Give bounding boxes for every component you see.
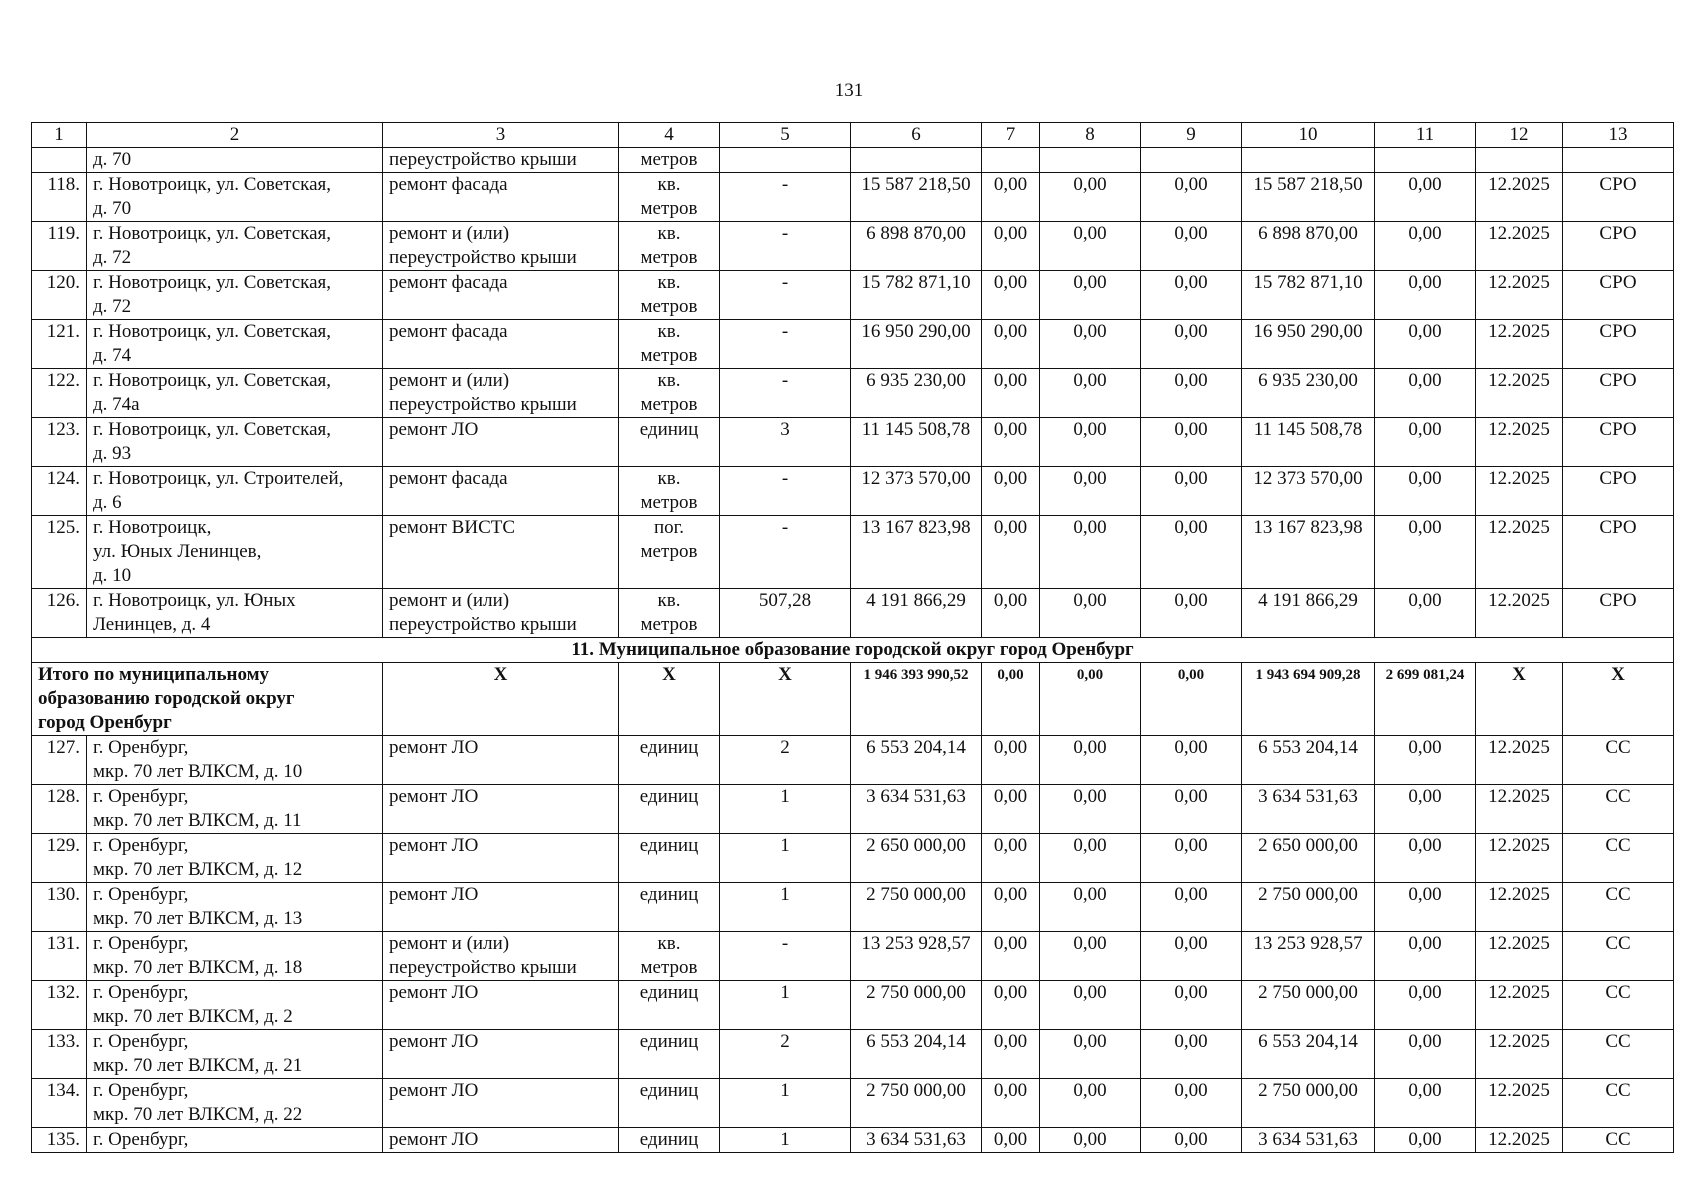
method-cell: СС xyxy=(1563,1079,1674,1128)
cost-cell: 0,00 xyxy=(982,173,1040,222)
cost-cell: 0,00 xyxy=(982,1128,1040,1153)
total-cell: X xyxy=(619,663,720,736)
deadline-cell: 12.2025 xyxy=(1476,222,1563,271)
method-cell: СС xyxy=(1563,981,1674,1030)
quantity-cell: - xyxy=(720,516,851,589)
row-number: 133. xyxy=(32,1030,87,1079)
cost-cell: 0,00 xyxy=(1375,1079,1476,1128)
table-row xyxy=(32,1128,1674,1153)
cost-cell: 0,00 xyxy=(1375,834,1476,883)
cost-cell: 0,00 xyxy=(982,516,1040,589)
work-cell: ремонт ЛО xyxy=(383,1030,619,1079)
quantity-cell: 1 xyxy=(720,1128,851,1153)
cost-cell: 0,00 xyxy=(1141,320,1242,369)
table-row xyxy=(32,883,1674,932)
unit-cell: единиц xyxy=(619,1030,720,1079)
cost-cell: 0,00 xyxy=(1040,981,1141,1030)
total-row xyxy=(32,663,1674,736)
cost-cell: 0,00 xyxy=(1141,418,1242,467)
cost-cell: 0,00 xyxy=(982,369,1040,418)
quantity-cell: - xyxy=(720,467,851,516)
cost-total-cell: 2 750 000,00 xyxy=(851,1079,982,1128)
address-cell: г. Новотроицк, ул. Юных Ленинцев, д. 10 xyxy=(87,516,383,589)
cost-cell: 0,00 xyxy=(1040,1079,1141,1128)
column-header: 1 xyxy=(32,123,87,148)
cost-total-cell: 11 145 508,78 xyxy=(851,418,982,467)
quantity-cell: - xyxy=(720,369,851,418)
unit-cell: единиц xyxy=(619,785,720,834)
deadline-cell: 12.2025 xyxy=(1476,932,1563,981)
cost-cell: 0,00 xyxy=(1375,320,1476,369)
row-number: 135. xyxy=(32,1128,87,1153)
method-cell: СС xyxy=(1563,736,1674,785)
address-cell: д. 70 xyxy=(87,148,383,173)
cost-cell: 0,00 xyxy=(1040,834,1141,883)
unit-cell: кв. метров xyxy=(619,589,720,638)
row-number: 120. xyxy=(32,271,87,320)
deadline-cell: 12.2025 xyxy=(1476,320,1563,369)
address-cell: г. Новотроицк, ул. Советская, д. 72 xyxy=(87,222,383,271)
unit-cell: единиц xyxy=(619,1079,720,1128)
quantity-cell: 507,28 xyxy=(720,589,851,638)
capital-repair-table xyxy=(31,122,1674,1153)
address-cell: г. Оренбург, мкр. 70 лет ВЛКСМ, д. 10 xyxy=(87,736,383,785)
method-cell: СРО xyxy=(1563,173,1674,222)
row-number: 134. xyxy=(32,1079,87,1128)
cost-cell: 0,00 xyxy=(1375,883,1476,932)
work-cell: ремонт ЛО xyxy=(383,785,619,834)
cost-cell: 0,00 xyxy=(1040,589,1141,638)
cost-cell: 0,00 xyxy=(1040,320,1141,369)
method-cell: СРО xyxy=(1563,516,1674,589)
address-cell: г. Оренбург, xyxy=(87,1128,383,1153)
quantity-cell: - xyxy=(720,271,851,320)
cost-cell: 0,00 xyxy=(1141,222,1242,271)
fund-cost-cell: 6 898 870,00 xyxy=(1242,222,1375,271)
work-cell: ремонт ВИСТС xyxy=(383,516,619,589)
quantity-cell: 2 xyxy=(720,736,851,785)
cost-cell: 0,00 xyxy=(1375,467,1476,516)
table-row xyxy=(32,320,1674,369)
quantity-cell: - xyxy=(720,320,851,369)
cost-total-cell: 2 650 000,00 xyxy=(851,834,982,883)
cost-cell: 0,00 xyxy=(1141,1128,1242,1153)
fund-cost-cell: 6 935 230,00 xyxy=(1242,369,1375,418)
cost-cell: 0,00 xyxy=(1141,173,1242,222)
address-cell: г. Новотроицк, ул. Советская, д. 70 xyxy=(87,173,383,222)
cost-cell: 0,00 xyxy=(982,467,1040,516)
cost-cell: 0,00 xyxy=(982,1079,1040,1128)
quantity-cell: - xyxy=(720,222,851,271)
cost-cell: 0,00 xyxy=(982,589,1040,638)
fund-cost-cell: 2 750 000,00 xyxy=(1242,1079,1375,1128)
method-cell: СРО xyxy=(1563,271,1674,320)
cost-cell: 0,00 xyxy=(1141,467,1242,516)
cost-total-cell: 2 750 000,00 xyxy=(851,883,982,932)
method-cell: СС xyxy=(1563,785,1674,834)
cost-total-cell: 6 553 204,14 xyxy=(851,1030,982,1079)
deadline-cell: 12.2025 xyxy=(1476,1128,1563,1153)
total-cell: X xyxy=(1476,663,1563,736)
cost-total-cell: 15 587 218,50 xyxy=(851,173,982,222)
cost-cell: 0,00 xyxy=(982,1030,1040,1079)
cost-cell: 0,00 xyxy=(1141,883,1242,932)
row-number: 122. xyxy=(32,369,87,418)
cost-cell: 0,00 xyxy=(1141,1079,1242,1128)
cost-cell: 0,00 xyxy=(1040,736,1141,785)
column-header: 5 xyxy=(720,123,851,148)
method-cell: СС xyxy=(1563,883,1674,932)
fund-cost-cell: 4 191 866,29 xyxy=(1242,589,1375,638)
cost-cell: 0,00 xyxy=(982,271,1040,320)
cost-total-cell: 6 553 204,14 xyxy=(851,736,982,785)
deadline-cell: 12.2025 xyxy=(1476,883,1563,932)
table-row xyxy=(32,467,1674,516)
work-cell: ремонт ЛО xyxy=(383,981,619,1030)
work-cell: ремонт ЛО xyxy=(383,1079,619,1128)
cost-cell: 0,00 xyxy=(1141,589,1242,638)
address-cell: г. Новотроицк, ул. Советская, д. 74 xyxy=(87,320,383,369)
row-number: 127. xyxy=(32,736,87,785)
address-cell: г. Оренбург, мкр. 70 лет ВЛКСМ, д. 21 xyxy=(87,1030,383,1079)
cost-cell: 0,00 xyxy=(1375,1128,1476,1153)
table-row xyxy=(32,418,1674,467)
cost-cell: 0,00 xyxy=(982,981,1040,1030)
fund-cost-cell: 6 553 204,14 xyxy=(1242,736,1375,785)
cost-cell: 0,00 xyxy=(1375,271,1476,320)
table-row xyxy=(32,1030,1674,1079)
column-header: 3 xyxy=(383,123,619,148)
cost-cell: 0,00 xyxy=(1375,173,1476,222)
table-row xyxy=(32,785,1674,834)
total-cell: X xyxy=(383,663,619,736)
table-row xyxy=(32,271,1674,320)
unit-cell: единиц xyxy=(619,834,720,883)
row-number: 119. xyxy=(32,222,87,271)
column-header: 4 xyxy=(619,123,720,148)
total-cell: X xyxy=(1563,663,1674,736)
cost-cell: 0,00 xyxy=(1141,369,1242,418)
address-cell: г. Новотроицк, ул. Советская, д. 72 xyxy=(87,271,383,320)
row-number: 126. xyxy=(32,589,87,638)
column-header: 13 xyxy=(1563,123,1674,148)
table-row xyxy=(32,222,1674,271)
cost-cell: 0,00 xyxy=(982,785,1040,834)
cost-cell: 0,00 xyxy=(982,883,1040,932)
table-row xyxy=(32,369,1674,418)
cost-cell: 0,00 xyxy=(1375,516,1476,589)
method-cell: СРО xyxy=(1563,418,1674,467)
cost-cell: 0,00 xyxy=(1141,1030,1242,1079)
unit-cell: кв. метров xyxy=(619,467,720,516)
method-cell: СС xyxy=(1563,1128,1674,1153)
cost-cell: 0,00 xyxy=(1040,932,1141,981)
fund-cost-cell: 2 650 000,00 xyxy=(1242,834,1375,883)
fund-cost-cell: 6 553 204,14 xyxy=(1242,1030,1375,1079)
cost-cell: 0,00 xyxy=(1040,1030,1141,1079)
column-header: 10 xyxy=(1242,123,1375,148)
cost-total-cell: 2 750 000,00 xyxy=(851,981,982,1030)
fund-cost-cell: 3 634 531,63 xyxy=(1242,1128,1375,1153)
column-header: 6 xyxy=(851,123,982,148)
method-cell: СРО xyxy=(1563,467,1674,516)
work-cell: ремонт ЛО xyxy=(383,418,619,467)
work-cell: ремонт фасада xyxy=(383,173,619,222)
address-cell: г. Новотроицк, ул. Юных Ленинцев, д. 4 xyxy=(87,589,383,638)
address-cell: г. Оренбург, мкр. 70 лет ВЛКСМ, д. 22 xyxy=(87,1079,383,1128)
cost-total-cell: 15 782 871,10 xyxy=(851,271,982,320)
column-header: 9 xyxy=(1141,123,1242,148)
work-cell: ремонт и (или) переустройство крыши xyxy=(383,589,619,638)
fund-cost-cell: 13 253 928,57 xyxy=(1242,932,1375,981)
cost-cell: 0,00 xyxy=(1375,932,1476,981)
deadline-cell: 12.2025 xyxy=(1476,1030,1563,1079)
cost-cell: 0,00 xyxy=(1375,418,1476,467)
fund-cost-cell: 15 782 871,10 xyxy=(1242,271,1375,320)
work-cell: ремонт фасада xyxy=(383,320,619,369)
total-cell: 0,00 xyxy=(1141,663,1242,736)
cost-cell: 0,00 xyxy=(1040,173,1141,222)
cost-cell: 0,00 xyxy=(1141,981,1242,1030)
cost-cell: 0,00 xyxy=(1040,467,1141,516)
cost-cell: 0,00 xyxy=(1040,271,1141,320)
address-cell: г. Оренбург, мкр. 70 лет ВЛКСМ, д. 13 xyxy=(87,883,383,932)
method-cell: СС xyxy=(1563,1030,1674,1079)
cost-total-cell: 4 191 866,29 xyxy=(851,589,982,638)
deadline-cell: 12.2025 xyxy=(1476,173,1563,222)
continuation-row xyxy=(32,148,1674,173)
cost-cell: 0,00 xyxy=(1040,369,1141,418)
cost-total-cell: 13 167 823,98 xyxy=(851,516,982,589)
column-header: 11 xyxy=(1375,123,1476,148)
unit-cell: единиц xyxy=(619,736,720,785)
total-cell: 1 946 393 990,52 xyxy=(851,663,982,736)
method-cell: СРО xyxy=(1563,589,1674,638)
row-number: 123. xyxy=(32,418,87,467)
work-cell: ремонт и (или) переустройство крыши xyxy=(383,932,619,981)
deadline-cell: 12.2025 xyxy=(1476,418,1563,467)
cost-cell: 0,00 xyxy=(1040,222,1141,271)
cost-cell: 0,00 xyxy=(982,932,1040,981)
cost-cell: 0,00 xyxy=(982,736,1040,785)
fund-cost-cell: 16 950 290,00 xyxy=(1242,320,1375,369)
work-cell: ремонт фасада xyxy=(383,271,619,320)
cost-cell: 0,00 xyxy=(1375,1030,1476,1079)
row-number: 121. xyxy=(32,320,87,369)
row-number: 118. xyxy=(32,173,87,222)
work-cell: ремонт ЛО xyxy=(383,883,619,932)
fund-cost-cell: 2 750 000,00 xyxy=(1242,981,1375,1030)
quantity-cell: 3 xyxy=(720,418,851,467)
address-cell: г. Оренбург, мкр. 70 лет ВЛКСМ, д. 18 xyxy=(87,932,383,981)
unit-cell: кв. метров xyxy=(619,222,720,271)
cost-cell: 0,00 xyxy=(1375,981,1476,1030)
deadline-cell: 12.2025 xyxy=(1476,589,1563,638)
unit-cell: пог. метров xyxy=(619,516,720,589)
table-row xyxy=(32,981,1674,1030)
cost-cell: 0,00 xyxy=(982,834,1040,883)
cost-cell: 0,00 xyxy=(1141,834,1242,883)
table-row xyxy=(32,834,1674,883)
unit-cell: единиц xyxy=(619,1128,720,1153)
work-cell: ремонт ЛО xyxy=(383,1128,619,1153)
fund-cost-cell: 15 587 218,50 xyxy=(1242,173,1375,222)
quantity-cell: 1 xyxy=(720,981,851,1030)
method-cell: СРО xyxy=(1563,369,1674,418)
deadline-cell: 12.2025 xyxy=(1476,516,1563,589)
cost-cell: 0,00 xyxy=(1141,271,1242,320)
unit-cell: кв. метров xyxy=(619,320,720,369)
total-cell: 1 943 694 909,28 xyxy=(1242,663,1375,736)
unit-cell: единиц xyxy=(619,981,720,1030)
unit-cell: единиц xyxy=(619,883,720,932)
fund-cost-cell: 3 634 531,63 xyxy=(1242,785,1375,834)
cost-total-cell: 6 935 230,00 xyxy=(851,369,982,418)
cost-cell: 0,00 xyxy=(1375,222,1476,271)
total-label: Итого по муниципальному образованию городской округ город Оренбург xyxy=(32,663,383,736)
cost-cell: 0,00 xyxy=(982,222,1040,271)
address-cell: г. Новотроицк, ул. Строителей, д. 6 xyxy=(87,467,383,516)
cost-total-cell: 3 634 531,63 xyxy=(851,785,982,834)
section-row xyxy=(32,638,1674,663)
quantity-cell: 2 xyxy=(720,1030,851,1079)
work-cell: ремонт и (или) переустройство крыши xyxy=(383,369,619,418)
cost-cell: 0,00 xyxy=(1375,785,1476,834)
cost-total-cell: 6 898 870,00 xyxy=(851,222,982,271)
address-cell: г. Оренбург, мкр. 70 лет ВЛКСМ, д. 2 xyxy=(87,981,383,1030)
cost-total-cell: 16 950 290,00 xyxy=(851,320,982,369)
quantity-cell: 1 xyxy=(720,834,851,883)
cost-cell: 0,00 xyxy=(1375,736,1476,785)
table-row xyxy=(32,516,1674,589)
cost-total-cell: 3 634 531,63 xyxy=(851,1128,982,1153)
page-number: 131 xyxy=(834,80,864,101)
quantity-cell: - xyxy=(720,932,851,981)
table-row xyxy=(32,932,1674,981)
cost-cell: 0,00 xyxy=(1141,516,1242,589)
row-number: 129. xyxy=(32,834,87,883)
fund-cost-cell: 11 145 508,78 xyxy=(1242,418,1375,467)
unit-cell: кв. метров xyxy=(619,271,720,320)
quantity-cell: 1 xyxy=(720,1079,851,1128)
section-title: 11. Муниципальное образование городской округ город Оренбург xyxy=(32,638,1674,663)
quantity-cell: - xyxy=(720,173,851,222)
cost-cell: 0,00 xyxy=(1040,1128,1141,1153)
column-header: 12 xyxy=(1476,123,1563,148)
row-number: 132. xyxy=(32,981,87,1030)
cost-cell: 0,00 xyxy=(1040,883,1141,932)
method-cell: СРО xyxy=(1563,320,1674,369)
total-cell: 0,00 xyxy=(982,663,1040,736)
method-cell: СРО xyxy=(1563,222,1674,271)
work-cell: ремонт ЛО xyxy=(383,834,619,883)
cost-cell: 0,00 xyxy=(1375,589,1476,638)
unit-cell: кв. метров xyxy=(619,369,720,418)
work-cell: ремонт и (или) переустройство крыши xyxy=(383,222,619,271)
row-number: 124. xyxy=(32,467,87,516)
address-cell: г. Новотроицк, ул. Советская, д. 93 xyxy=(87,418,383,467)
column-header: 8 xyxy=(1040,123,1141,148)
address-cell: г. Новотроицк, ул. Советская, д. 74а xyxy=(87,369,383,418)
fund-cost-cell: 12 373 570,00 xyxy=(1242,467,1375,516)
table-row xyxy=(32,589,1674,638)
deadline-cell: 12.2025 xyxy=(1476,1079,1563,1128)
quantity-cell: 1 xyxy=(720,883,851,932)
row-number: 128. xyxy=(32,785,87,834)
quantity-cell: 1 xyxy=(720,785,851,834)
total-cell: X xyxy=(720,663,851,736)
work-cell: переустройство крыши xyxy=(383,148,619,173)
fund-cost-cell: 2 750 000,00 xyxy=(1242,883,1375,932)
row-number: 131. xyxy=(32,932,87,981)
total-cell: 0,00 xyxy=(1040,663,1141,736)
column-header: 7 xyxy=(982,123,1040,148)
column-header: 2 xyxy=(87,123,383,148)
unit-cell: единиц xyxy=(619,418,720,467)
fund-cost-cell: 13 167 823,98 xyxy=(1242,516,1375,589)
deadline-cell: 12.2025 xyxy=(1476,369,1563,418)
cost-cell: 0,00 xyxy=(1141,785,1242,834)
deadline-cell: 12.2025 xyxy=(1476,785,1563,834)
cost-cell: 0,00 xyxy=(1375,369,1476,418)
deadline-cell: 12.2025 xyxy=(1476,736,1563,785)
deadline-cell: 12.2025 xyxy=(1476,467,1563,516)
address-cell: г. Оренбург, мкр. 70 лет ВЛКСМ, д. 12 xyxy=(87,834,383,883)
cost-cell: 0,00 xyxy=(982,418,1040,467)
cost-cell: 0,00 xyxy=(1040,785,1141,834)
cost-cell: 0,00 xyxy=(1040,418,1141,467)
table-row xyxy=(32,173,1674,222)
work-cell: ремонт ЛО xyxy=(383,736,619,785)
method-cell: СС xyxy=(1563,834,1674,883)
deadline-cell: 12.2025 xyxy=(1476,981,1563,1030)
cost-cell: 0,00 xyxy=(1040,516,1141,589)
total-cell: 2 699 081,24 xyxy=(1375,663,1476,736)
unit-cell: кв. метров xyxy=(619,932,720,981)
row-number: 130. xyxy=(32,883,87,932)
table-row xyxy=(32,1079,1674,1128)
deadline-cell: 12.2025 xyxy=(1476,271,1563,320)
deadline-cell: 12.2025 xyxy=(1476,834,1563,883)
cost-total-cell: 12 373 570,00 xyxy=(851,467,982,516)
table-row xyxy=(32,736,1674,785)
unit-cell: кв. метров xyxy=(619,173,720,222)
cost-cell: 0,00 xyxy=(982,320,1040,369)
column-number-row xyxy=(32,123,1674,148)
cost-total-cell: 13 253 928,57 xyxy=(851,932,982,981)
work-cell: ремонт фасада xyxy=(383,467,619,516)
cost-cell: 0,00 xyxy=(1141,736,1242,785)
row-number: 125. xyxy=(32,516,87,589)
cost-cell: 0,00 xyxy=(1141,932,1242,981)
address-cell: г. Оренбург, мкр. 70 лет ВЛКСМ, д. 11 xyxy=(87,785,383,834)
unit-cell: метров xyxy=(619,148,720,173)
method-cell: СС xyxy=(1563,932,1674,981)
